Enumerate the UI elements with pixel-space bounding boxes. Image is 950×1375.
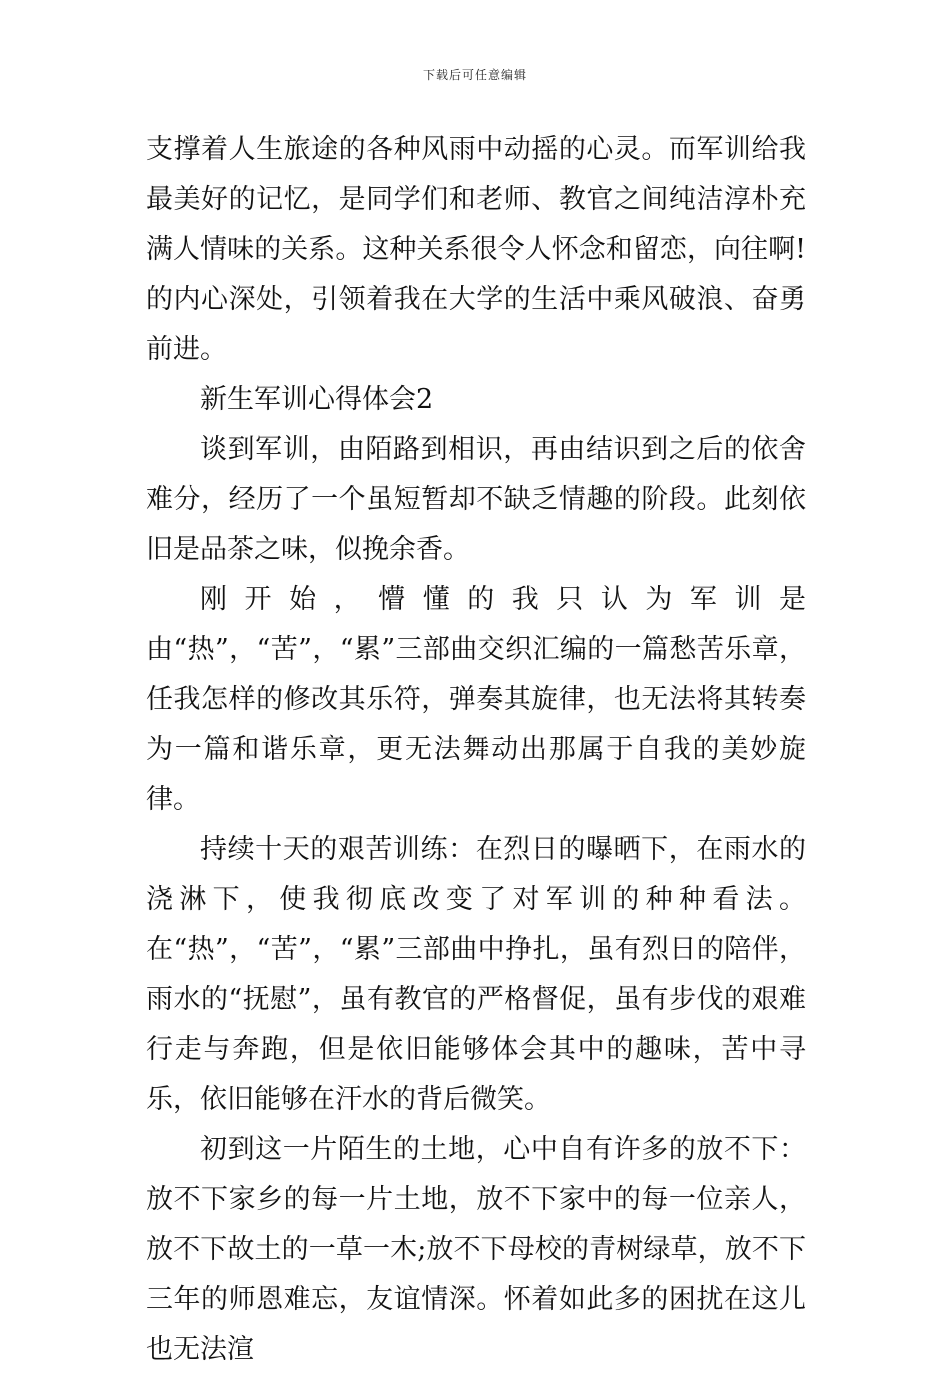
section-heading: 新生军训心得体会2 bbox=[200, 384, 434, 415]
document-body bbox=[146, 125, 806, 1375]
paragraph-3: 刚开始，懵懂的我只认为军训是由“热”，“苦”，“累”三部曲交织汇编的一篇愁苦乐章，任我怎样的修改其乐符，弹奏其旋律，也无法将其转奏为一篇和谐乐章，更无法舞动出那属于自我的美妙旋律。 bbox=[146, 584, 806, 815]
paragraph-1: 支撑着人生旅途的各种风雨中动摇的心灵。而军训给我最美好的记忆，是同学们和老师、教官之间纯洁淳朴充满人情味的关系。这种关系很令人怀念和留恋，向往啊!的内心深处，引领着我在大学的生活中乘风破浪、奋勇前进。 bbox=[146, 134, 806, 365]
paragraph-2: 谈到军训，由陌路到相识，再由结识到之后的依舍难分，经历了一个虽短暂却不缺乏情趣的阶段。此刻依旧是品茶之味，似挽余香。 bbox=[146, 434, 806, 565]
paragraph-4: 持续十天的艰苦训练：在烈日的曝晒下，在雨水的浇淋下，使我彻底改变了对军训的种种看法。在“热”，“苦”，“累”三部曲中挣扎，虽有烈日的陪伴，雨水的“抚慰”，虽有教官的严格督促，虽有步伐的艰难行走与奔跑，但是依旧能够体会其中的趣味，苦中寻乐，依旧能够在汗水的背后微笑。 bbox=[146, 834, 806, 1115]
paragraph-5: 初到这一片陌生的土地，心中自有许多的放不下：放不下家乡的每一片土地，放不下家中的每一位亲人，放不下故土的一草一木;放不下母校的青树绿草，放不下三年的师恩难忘，友谊情深。怀着如此多的困扰在这儿也无法渲 bbox=[146, 1134, 806, 1365]
header-note: 下载后可任意编辑 bbox=[422, 68, 527, 82]
